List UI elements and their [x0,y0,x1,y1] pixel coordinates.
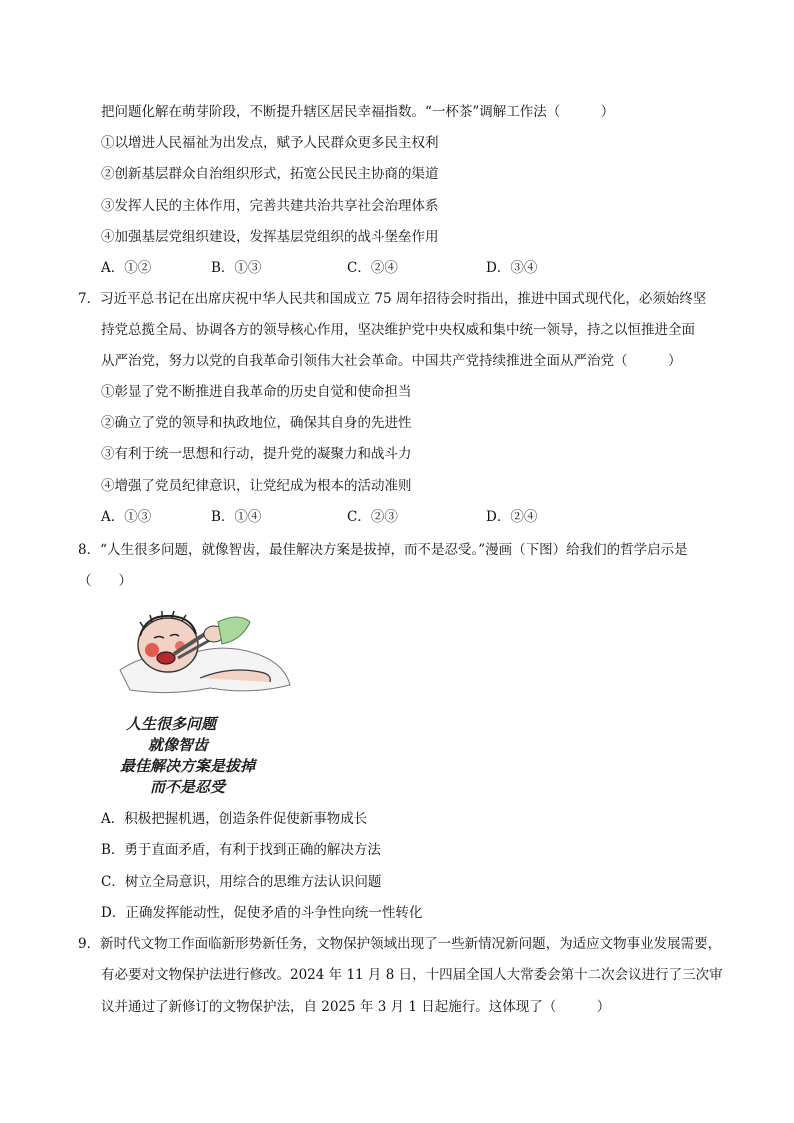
q6-option-c[interactable]: C．②④ [347,260,398,276]
q7-item-2: ②确立了党的领导和执政地位，确保其自身的先进性 [101,415,412,431]
q7-stem-line-3: 从严治党，努力以党的自我革命引领伟大社会革命。中国共产党持续推进全面从严治党（ ） [101,353,682,369]
q8-option-b[interactable]: B．勇于直面矛盾，有利于找到正确的解决方法 [101,842,381,858]
q6-item-2: ②创新基层群众自治组织形式，拓宽公民民主协商的渠道 [101,166,439,182]
q7-item-3: ③有利于统一思想和行动，提升党的凝聚力和战斗力 [101,446,412,462]
q7-item-1: ①彰显了党不断推进自我革命的历史自觉和使命担当 [101,384,412,400]
q6-stem-tail: 把问题化解在萌芽阶段，不断提升辖区居民幸福指数。“一杯茶”调解工作法（ ） [101,104,615,120]
q7-option-a[interactable]: A．①③ [101,509,152,525]
q8-option-d[interactable]: D．正确发挥能动性，促使矛盾的斗争性向统一性转化 [101,905,423,921]
q6-item-1: ①以增进人民福祉为出发点，赋予人民群众更多民主权利 [101,135,439,151]
q8-option-c[interactable]: C．树立全局意识，用综合的思维方法认识问题 [101,874,382,890]
q7-option-d[interactable]: D．②④ [486,509,538,525]
cartoon-caption-line-1: 人生很多问题 [126,715,217,733]
q8-stem-line-1: 8．“人生很多问题，就像智齿，最佳解决方案是拔掉，而不是忍受。”漫画（下图）给我们的哲学启示是 [78,542,688,558]
q8-stem-line-2: （ ） [78,573,132,589]
q7-stem-line-2: 持党总揽全局、协调各方的领导核心作用，坚决维护党中央权威和集中统一领导，持之以恒推进全面 [101,322,695,338]
q7-option-c[interactable]: C．②③ [347,509,398,525]
q6-options [101,258,701,278]
cartoon-caption-line-2: 就像智齿 [148,736,209,754]
q6-option-d[interactable]: D．③④ [486,260,538,276]
q6-item-3: ③发挥人民的主体作用，完善共建共治共享社会治理体系 [101,198,439,214]
q7-stem-line-1: 7．习近平总书记在出席庆祝中华人民共和国成立 75 周年招待会时指出，推进中国式现代化，必须始终坚 [78,291,707,307]
cartoon-illustration [110,600,310,710]
q7-option-b[interactable]: B．①④ [211,509,262,525]
q9-stem-line-3: 议并通过了新修订的文物保护法，自 2025 年 3 月 1 日起施行。这体现了（ ） [101,999,611,1015]
q9-stem-line-1: 9．新时代文物工作面临新形势新任务，文物保护领域出现了一些新情况新问题，为适应文物事业发展需要， [78,936,722,952]
q6-item-4: ④加强基层党组织建设，发挥基层党组织的战斗堡垒作用 [101,229,439,245]
cartoon-caption-line-4: 而不是忍受 [150,778,226,796]
cartoon-caption-line-3: 最佳解决方案是拔掉 [120,757,256,775]
q7-options [101,507,701,527]
q8-option-a[interactable]: A．积极把握机遇，创造条件促使新事物成长 [101,811,368,827]
q6-option-b[interactable]: B．①③ [211,260,262,276]
q7-item-4: ④增强了党员纪律意识，让党纪成为根本的活动准则 [101,478,412,494]
q9-stem-line-2: 有必要对文物保护法进行修改。2024 年 11 月 8 日，十四届全国人大常委会第十二次会议进行了三次审 [101,967,723,983]
q6-option-a[interactable]: A．①② [101,260,152,276]
cartoon-caption [120,714,310,798]
